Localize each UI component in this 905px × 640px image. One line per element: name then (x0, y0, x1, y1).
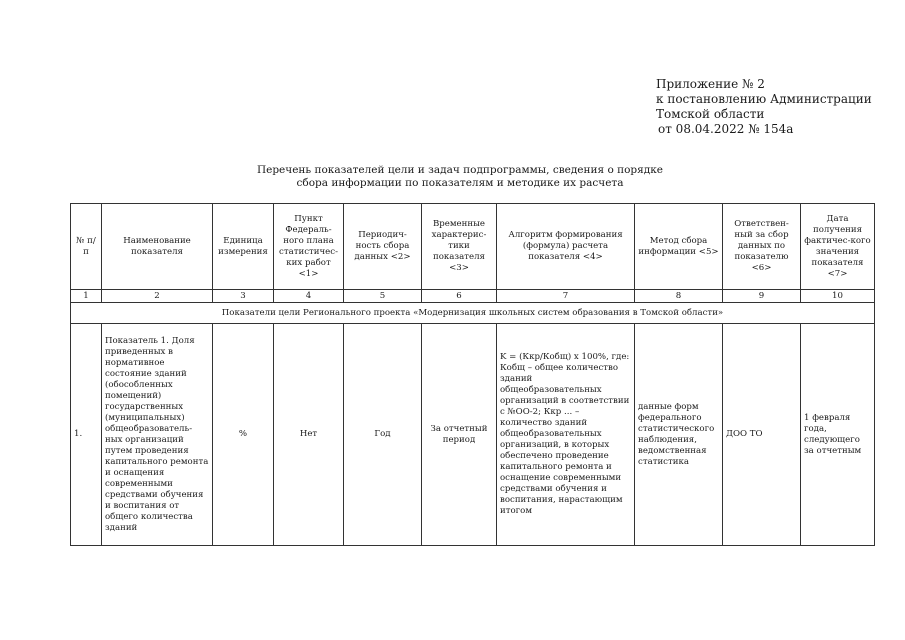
header-cell: Наименование показателя (102, 204, 213, 290)
header-cell: Единица измерения (213, 204, 274, 290)
header-cell: Временные характерис-тики показателя <3> (422, 204, 497, 290)
header-cell: Алгоритм формирования (формула) расчета показателя <4> (497, 204, 635, 290)
header-cell: Пункт Федераль-ного плана статистичес-ких работ <1> (274, 204, 344, 290)
column-number: 8 (635, 290, 723, 303)
header-cell: Дата получения фактичес-кого значения показателя <7> (801, 204, 875, 290)
column-number: 5 (344, 290, 422, 303)
date-cell: 1 февраля года, следующего за отчетным (801, 324, 875, 546)
header-cell: Периодич-ность сбора данных <2> (344, 204, 422, 290)
title-line-1: Перечень показателей цели и задач подпрограммы, сведения о порядке (256, 164, 664, 176)
column-number: 6 (422, 290, 497, 303)
column-number: 3 (213, 290, 274, 303)
appendix-line-1: Приложение № 2 (656, 77, 765, 91)
appendix-header (656, 77, 872, 137)
header-cell: № п/п (71, 204, 102, 290)
indicator-name: Показатель 1. Доля приведенных в нормативное состояние зданий (обособленных помещений) государственных (муниципальных) общеобразователь-ных организаций путем проведения капитального ремонта и оснащения современными средствами обучения и воспитания от общего количества зданий (102, 324, 213, 546)
column-number: 10 (801, 290, 875, 303)
column-number: 4 (274, 290, 344, 303)
header-cell: Ответствен-ный за сбор данных по показателю <6> (723, 204, 801, 290)
periodicity-cell: Год (344, 324, 422, 546)
indicators-table (70, 203, 875, 546)
document-title (200, 164, 720, 190)
row-number: 1. (71, 324, 102, 546)
section-title: Показатели цели Регионального проекта «Модернизация школьных систем образования в Томской области» (71, 303, 875, 324)
method-cell: данные форм федерального статистического наблюдения, ведомственная статистика (635, 324, 723, 546)
table-row (71, 324, 875, 546)
responsible-cell: ДОО ТО (723, 324, 801, 546)
column-number: 7 (497, 290, 635, 303)
column-number: 1 (71, 290, 102, 303)
appendix-line-2: к постановлению Администрации (656, 92, 872, 106)
unit-cell: % (213, 324, 274, 546)
column-number: 2 (102, 290, 213, 303)
header-cell: Метод сбора информации <5> (635, 204, 723, 290)
section-row (71, 303, 875, 324)
time-characteristics-cell: За отчетный период (422, 324, 497, 546)
title-line-2: сбора информации по показателям и методике их расчета (296, 177, 624, 189)
table-header-row (71, 204, 875, 290)
algorithm-cell: K = (Ккр/Кобщ) x 100%, где: Кобщ – общее количество зданий общеобразовательных организаций в соответствии с №ОО-2; Ккр ... – количество зданий общеобразовательных организаций, в которых обеспечено проведение капитального ремонта и оснащение современными средствами обучения и воспитания, нарастающим итогом (497, 324, 635, 546)
column-number: 9 (723, 290, 801, 303)
column-number-row (71, 290, 875, 303)
appendix-line-4: от 08.04.2022 № 154а (658, 122, 794, 136)
plan-item-cell: Нет (274, 324, 344, 546)
appendix-line-3: Томской области (656, 107, 765, 121)
